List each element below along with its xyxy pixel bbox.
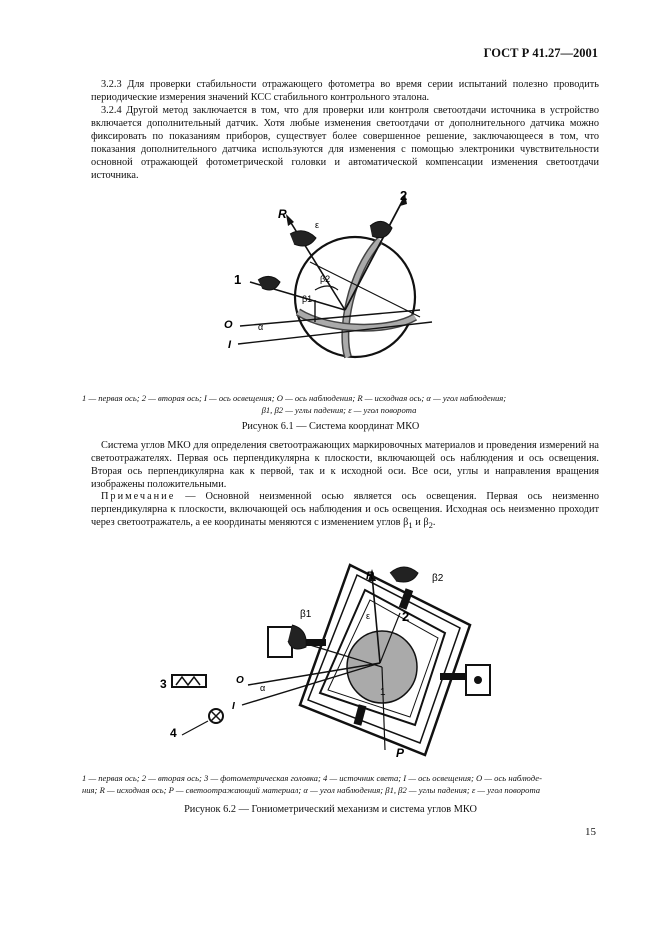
rotation-arrow-icon bbox=[370, 221, 392, 237]
rotation-arrow-icon bbox=[390, 567, 418, 582]
label-beta2: β2 bbox=[320, 274, 331, 284]
paragraph-3-2-4 bbox=[91, 104, 599, 182]
label-I: I bbox=[232, 701, 235, 712]
label-alpha: α bbox=[258, 322, 264, 332]
label-eps: ε bbox=[315, 220, 320, 230]
paragraph-mko-system bbox=[91, 439, 599, 491]
rotation-arrow-icon bbox=[258, 276, 280, 290]
figure-6-1-legend bbox=[82, 392, 596, 416]
figure-6-2-caption: Рисунок 6.2 — Гониометрический механизм и система углов МКО bbox=[184, 804, 477, 815]
legend-line: β1, β2 — углы падения; ε — угол поворота bbox=[261, 405, 417, 415]
label-four: 4 bbox=[170, 726, 177, 740]
label-three: 3 bbox=[160, 677, 167, 691]
label-two: 2 bbox=[400, 188, 408, 203]
note-label: Примечание bbox=[101, 491, 176, 502]
note-end: . bbox=[432, 517, 436, 528]
standard-header: ГОСТ Р 41.27—2001 bbox=[483, 46, 598, 60]
note-and: и β bbox=[412, 517, 429, 528]
label-R: R bbox=[366, 570, 374, 582]
figure-6-2-diagram bbox=[160, 545, 520, 765]
photometric-head bbox=[172, 675, 206, 687]
note-beta1-sub: 1 bbox=[408, 520, 413, 531]
figure-6-2-legend bbox=[82, 772, 596, 796]
paragraph-text: 3.2.4 Другой метод заключается в том, что для проверки или контроля светоотдачи источника в устройство включается дополнительный датчик. Хотя любые изменения светоотдачи от дополнительного датчика можно фиксировать по показаниям приборов, существует более совершенное решение, заключающееся в том, что показания дополнительного датчика используются для изменения с помощью электроники чувствительности основной отражающей фотометрической головки и автоматической компенсации изменения светоотдачи источника. bbox=[91, 105, 599, 181]
label-O: O bbox=[224, 319, 233, 331]
paragraph-text: Система углов МКО для определения светоотражающих маркировочных материалов и проведения измерений на светоотражателях. Первая ось перпендикулярна к плоскости, включающей ось наблюдения и ось освещения. Вторая ось перпендикулярна как к первой, так и к исходной оси. Все оси, углы и направления вращения изображены положительными. bbox=[91, 440, 599, 490]
label-O: O bbox=[236, 675, 244, 686]
label-P: P bbox=[396, 746, 405, 760]
legend-line: ния; R — исходная ось; P — светоотражающий материал; α — угол наблюдения; β1, β2 — углы падения; ε — угол поворота bbox=[82, 785, 541, 795]
label-alpha: α bbox=[260, 683, 266, 693]
label-R: R bbox=[278, 207, 287, 221]
note-paragraph bbox=[91, 490, 599, 532]
sphere-outline bbox=[295, 237, 415, 357]
paragraph-3-2-3 bbox=[91, 78, 599, 104]
label-beta2: β2 bbox=[432, 573, 444, 584]
label-one: 1 bbox=[234, 272, 242, 287]
label-one: 1 bbox=[380, 687, 386, 698]
label-beta1: β1 bbox=[302, 294, 313, 304]
label-I: I bbox=[228, 339, 232, 351]
page-number: 15 bbox=[585, 826, 596, 838]
pivot-pin bbox=[440, 673, 466, 680]
figure-6-1-caption: Рисунок 6.1 — Система координат МКО bbox=[241, 421, 420, 432]
figure-6-1-diagram bbox=[220, 182, 460, 382]
note-text: — Основной неизменной осью является ось освещения. Первая ось неизменно перпендикулярна к плоскости, включающей ось наблюдения и ось освещения. Исходная ось неизменно проходит через светоотражатель, а ее координаты меняются с изменением углов β bbox=[91, 491, 599, 528]
rotation-arrow-icon bbox=[290, 231, 316, 246]
legend-line: 1 — первая ось; 2 — вторая ось; I — ось освещения; O — ось наблюдения; R — исходная ось; α — угол наблюдения; bbox=[82, 393, 507, 403]
note-beta2-sub: 2 bbox=[428, 520, 433, 531]
label-two: 2 bbox=[402, 609, 410, 624]
legend-line: 1 — первая ось; 2 — вторая ось; 3 — фотометрическая головка; 4 — источник света; I — ось освещения; O — ось наблюде- bbox=[82, 773, 542, 783]
label-eps: ε bbox=[366, 611, 371, 621]
label-beta1: β1 bbox=[300, 609, 312, 620]
paragraph-text: 3.2.3 Для проверки стабильности отражающего фотометра во время серии испытаний полезно проводить периодические измерения значений КСС стабильного контрольного эталона. bbox=[91, 79, 599, 103]
